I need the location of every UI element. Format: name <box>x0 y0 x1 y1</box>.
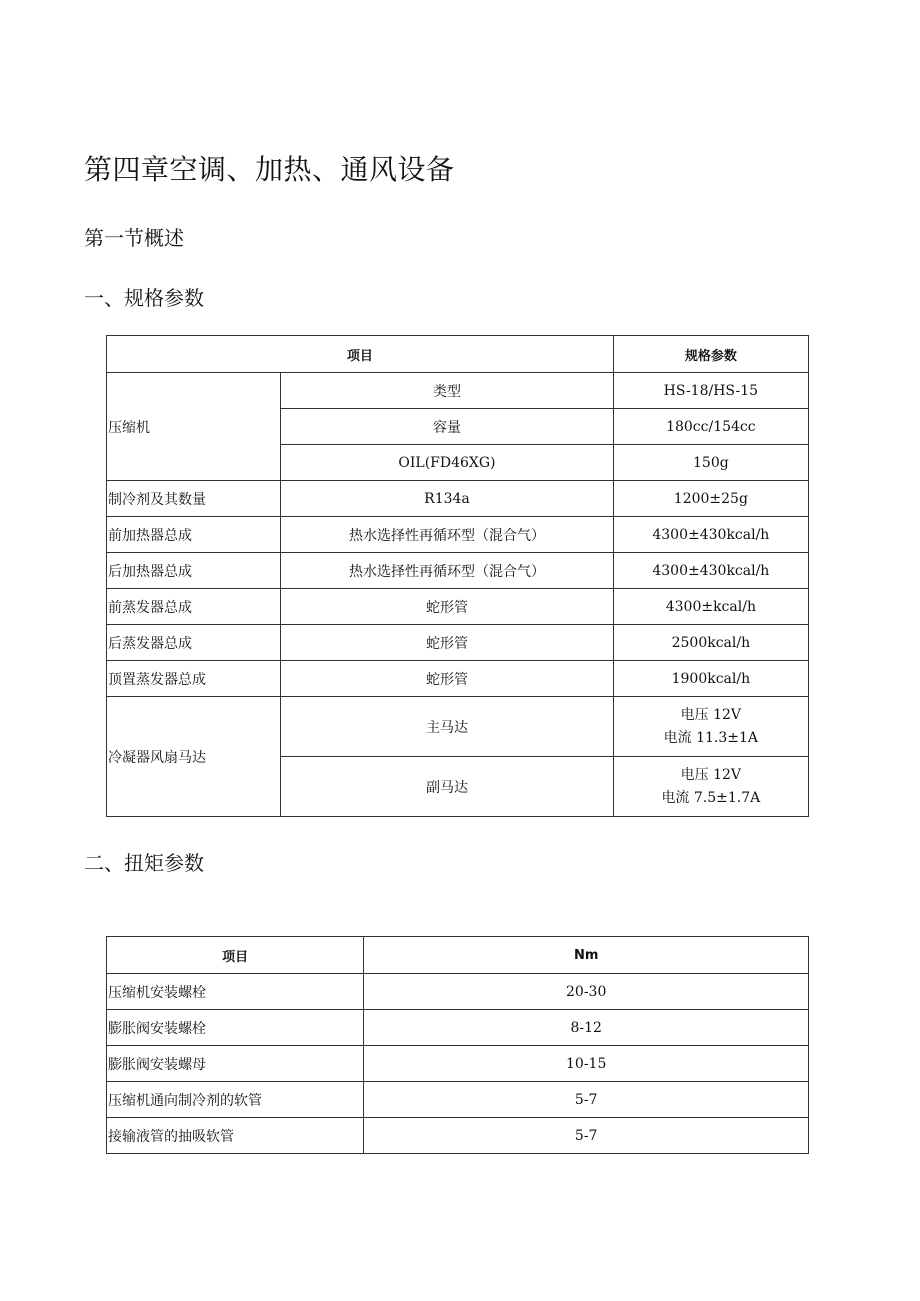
row-item: 副马达 <box>281 757 613 817</box>
row-name: 制冷剂及其数量 <box>107 481 281 517</box>
row-value: 5-7 <box>364 1082 809 1118</box>
table-row <box>107 625 809 661</box>
row-value: 180cc/154cc <box>613 409 808 445</box>
row-value: 150g <box>613 445 808 481</box>
row-name: 前加热器总成 <box>107 517 281 553</box>
spec-heading: 一、规格参数 <box>84 286 204 310</box>
torque-table <box>106 936 809 1154</box>
row-item: 容量 <box>281 409 613 445</box>
row-value: 1900kcal/h <box>613 661 808 697</box>
row-value: 2500kcal/h <box>613 625 808 661</box>
torque-heading: 二、扭矩参数 <box>84 851 204 875</box>
row-value: HS-18/HS-15 <box>613 373 808 409</box>
table-row <box>107 589 809 625</box>
row-item: 接输液管的抽吸软管 <box>107 1118 364 1154</box>
table-row <box>107 974 809 1010</box>
row-value: 20-30 <box>364 974 809 1010</box>
row-item: 蛇形管 <box>281 589 613 625</box>
row-value: 8-12 <box>364 1010 809 1046</box>
table-row <box>107 1010 809 1046</box>
row-value: 4300±430kcal/h <box>613 517 808 553</box>
row-item: 膨胀阀安装螺母 <box>107 1046 364 1082</box>
row-name: 前蒸发器总成 <box>107 589 281 625</box>
row-item: 主马达 <box>281 697 613 757</box>
row-value: 4300±430kcal/h <box>613 553 808 589</box>
current-value: 电流 7.5±1.7A <box>661 789 761 806</box>
row-item: R134a <box>281 481 613 517</box>
row-value: 1200±25g <box>613 481 808 517</box>
table-row <box>107 1118 809 1154</box>
row-name: 后蒸发器总成 <box>107 625 281 661</box>
torque-header-value: Nm <box>364 937 809 974</box>
row-item: 热水选择性再循环型（混合气） <box>281 517 613 553</box>
row-name: 顶置蒸发器总成 <box>107 661 281 697</box>
row-value: 4300±kcal/h <box>613 589 808 625</box>
row-value <box>613 697 808 757</box>
row-item: 蛇形管 <box>281 625 613 661</box>
row-item: 蛇形管 <box>281 661 613 697</box>
fan-motor-label: 冷凝器风扇马达 <box>107 697 281 817</box>
row-item: 压缩机通向制冷剂的软管 <box>107 1082 364 1118</box>
row-item: 压缩机安装螺栓 <box>107 974 364 1010</box>
compressor-label: 压缩机 <box>107 373 281 481</box>
torque-header-item: 项目 <box>107 937 364 974</box>
row-value: 5-7 <box>364 1118 809 1154</box>
row-item: OIL(FD46XG) <box>281 445 613 481</box>
row-item: 类型 <box>281 373 613 409</box>
table-row <box>107 661 809 697</box>
section-title: 第一节概述 <box>84 226 184 250</box>
voltage-value: 电压 12V <box>680 766 742 783</box>
table-row <box>107 1082 809 1118</box>
spec-header-value: 规格参数 <box>613 336 808 373</box>
row-name: 后加热器总成 <box>107 553 281 589</box>
table-row <box>107 697 809 757</box>
table-row <box>107 481 809 517</box>
row-item: 膨胀阀安装螺栓 <box>107 1010 364 1046</box>
row-item: 热水选择性再循环型（混合气） <box>281 553 613 589</box>
table-row <box>107 553 809 589</box>
row-value <box>613 757 808 817</box>
voltage-value: 电压 12V <box>680 706 742 723</box>
current-value: 电流 11.3±1A <box>663 729 759 746</box>
chapter-title: 第四章空调、加热、通风设备 <box>84 153 455 186</box>
spec-table <box>106 335 809 817</box>
torque-table-header <box>107 937 809 974</box>
table-row <box>107 373 809 409</box>
spec-table-header <box>107 336 809 373</box>
spec-header-item: 项目 <box>107 336 614 373</box>
table-row <box>107 1046 809 1082</box>
table-row <box>107 517 809 553</box>
row-value: 10-15 <box>364 1046 809 1082</box>
